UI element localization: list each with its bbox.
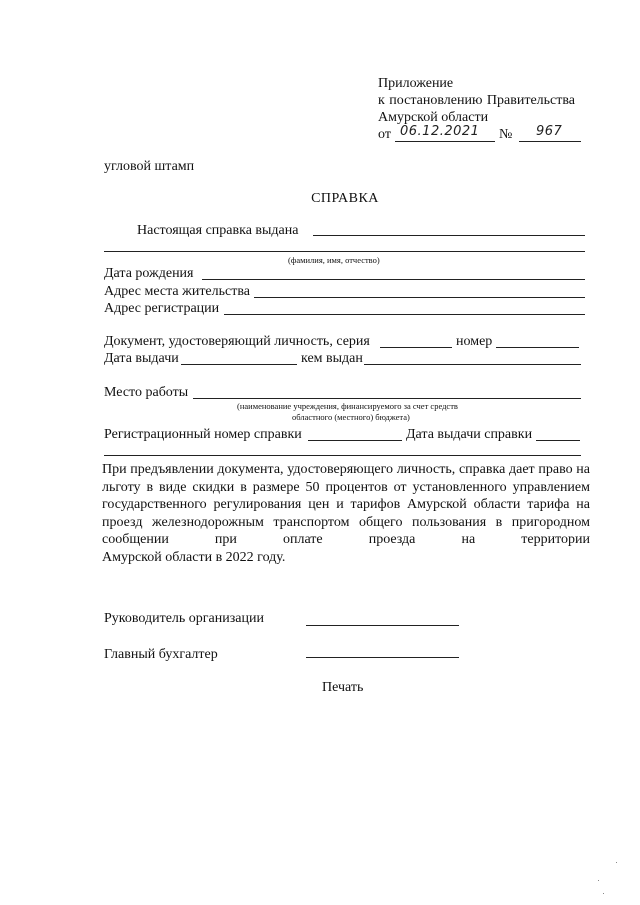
reg-number-label: Регистрационный номер справки [104,427,302,442]
corner-stamp-label: угловой штамп [104,159,195,174]
appendix-number-underline [519,141,581,142]
issued-by-field-line [364,364,581,365]
head-signature-line [306,625,459,626]
cert-issue-date-label: Дата выдачи справки [406,427,533,442]
cert-issue-date-field-line [536,440,580,441]
birth-date-label: Дата рождения [104,266,194,281]
document-title: СПРАВКА [311,191,379,206]
seal-label: Печать [322,680,364,695]
scan-speck [616,862,617,863]
workplace-caption-line2: областного (местного) бюджета) [292,412,410,422]
id-number-field-line [496,347,579,348]
appendix-date-underline [395,141,495,142]
issue-date-label: Дата выдачи [104,351,179,366]
registration-address-field-line [224,314,585,315]
workplace-caption-line1: (наименование учреждения, финансируемого за счет средств [237,401,458,411]
accountant-signature-line [306,657,459,658]
appendix-region-line: Амурской области [378,110,489,125]
head-of-organization-label: Руководитель организации [104,611,264,626]
benefit-paragraph [102,461,590,566]
appendix-date-prefix: от [378,127,391,142]
benefit-paragraph-last-line: Амурской области в 2022 году. [102,549,286,565]
id-document-label: Документ, удостоверяющий личность, серия [104,334,370,349]
issued-to-field-line [313,235,585,236]
id-number-label: номер [456,334,493,349]
issue-date-field-line [181,364,297,365]
residence-address-field-line [254,297,585,298]
issued-to-second-line [104,251,585,252]
id-series-field-line [380,347,452,348]
appendix-date-handwritten: 06.12.2021 [400,124,480,139]
section-separator [104,455,581,456]
workplace-field-line [193,398,581,399]
appendix-number-prefix: № [499,127,513,142]
workplace-label: Место работы [104,385,189,400]
benefit-paragraph-text: При предъявлении документа, удостоверяющего личность, справка дает право на льготу в виде скидки в размере 50 процентов от установленного управлением государственного регулирования цен и тарифов Амурской области тарифа на проезд железнодорожным транспортом общего пользования в пригородном сообщении при оплате проезда на территории [102,462,590,547]
birth-date-field-line [202,279,585,280]
appendix-title: Приложение [378,76,454,91]
appendix-number-handwritten: 967 [536,124,563,139]
issued-by-label: кем выдан [301,351,363,366]
residence-address-label: Адрес места жительства [104,284,250,299]
reg-number-field-line [308,440,402,441]
appendix-resolution-line: к постановлению Правительства [378,93,576,108]
registration-address-label: Адрес регистрации [104,301,220,316]
chief-accountant-label: Главный бухгалтер [104,647,218,662]
scan-speck [603,893,604,894]
issued-to-label: Настоящая справка выдана [137,223,299,238]
fio-caption: (фамилия, имя, отчество) [288,255,380,265]
scan-speck [598,880,599,881]
